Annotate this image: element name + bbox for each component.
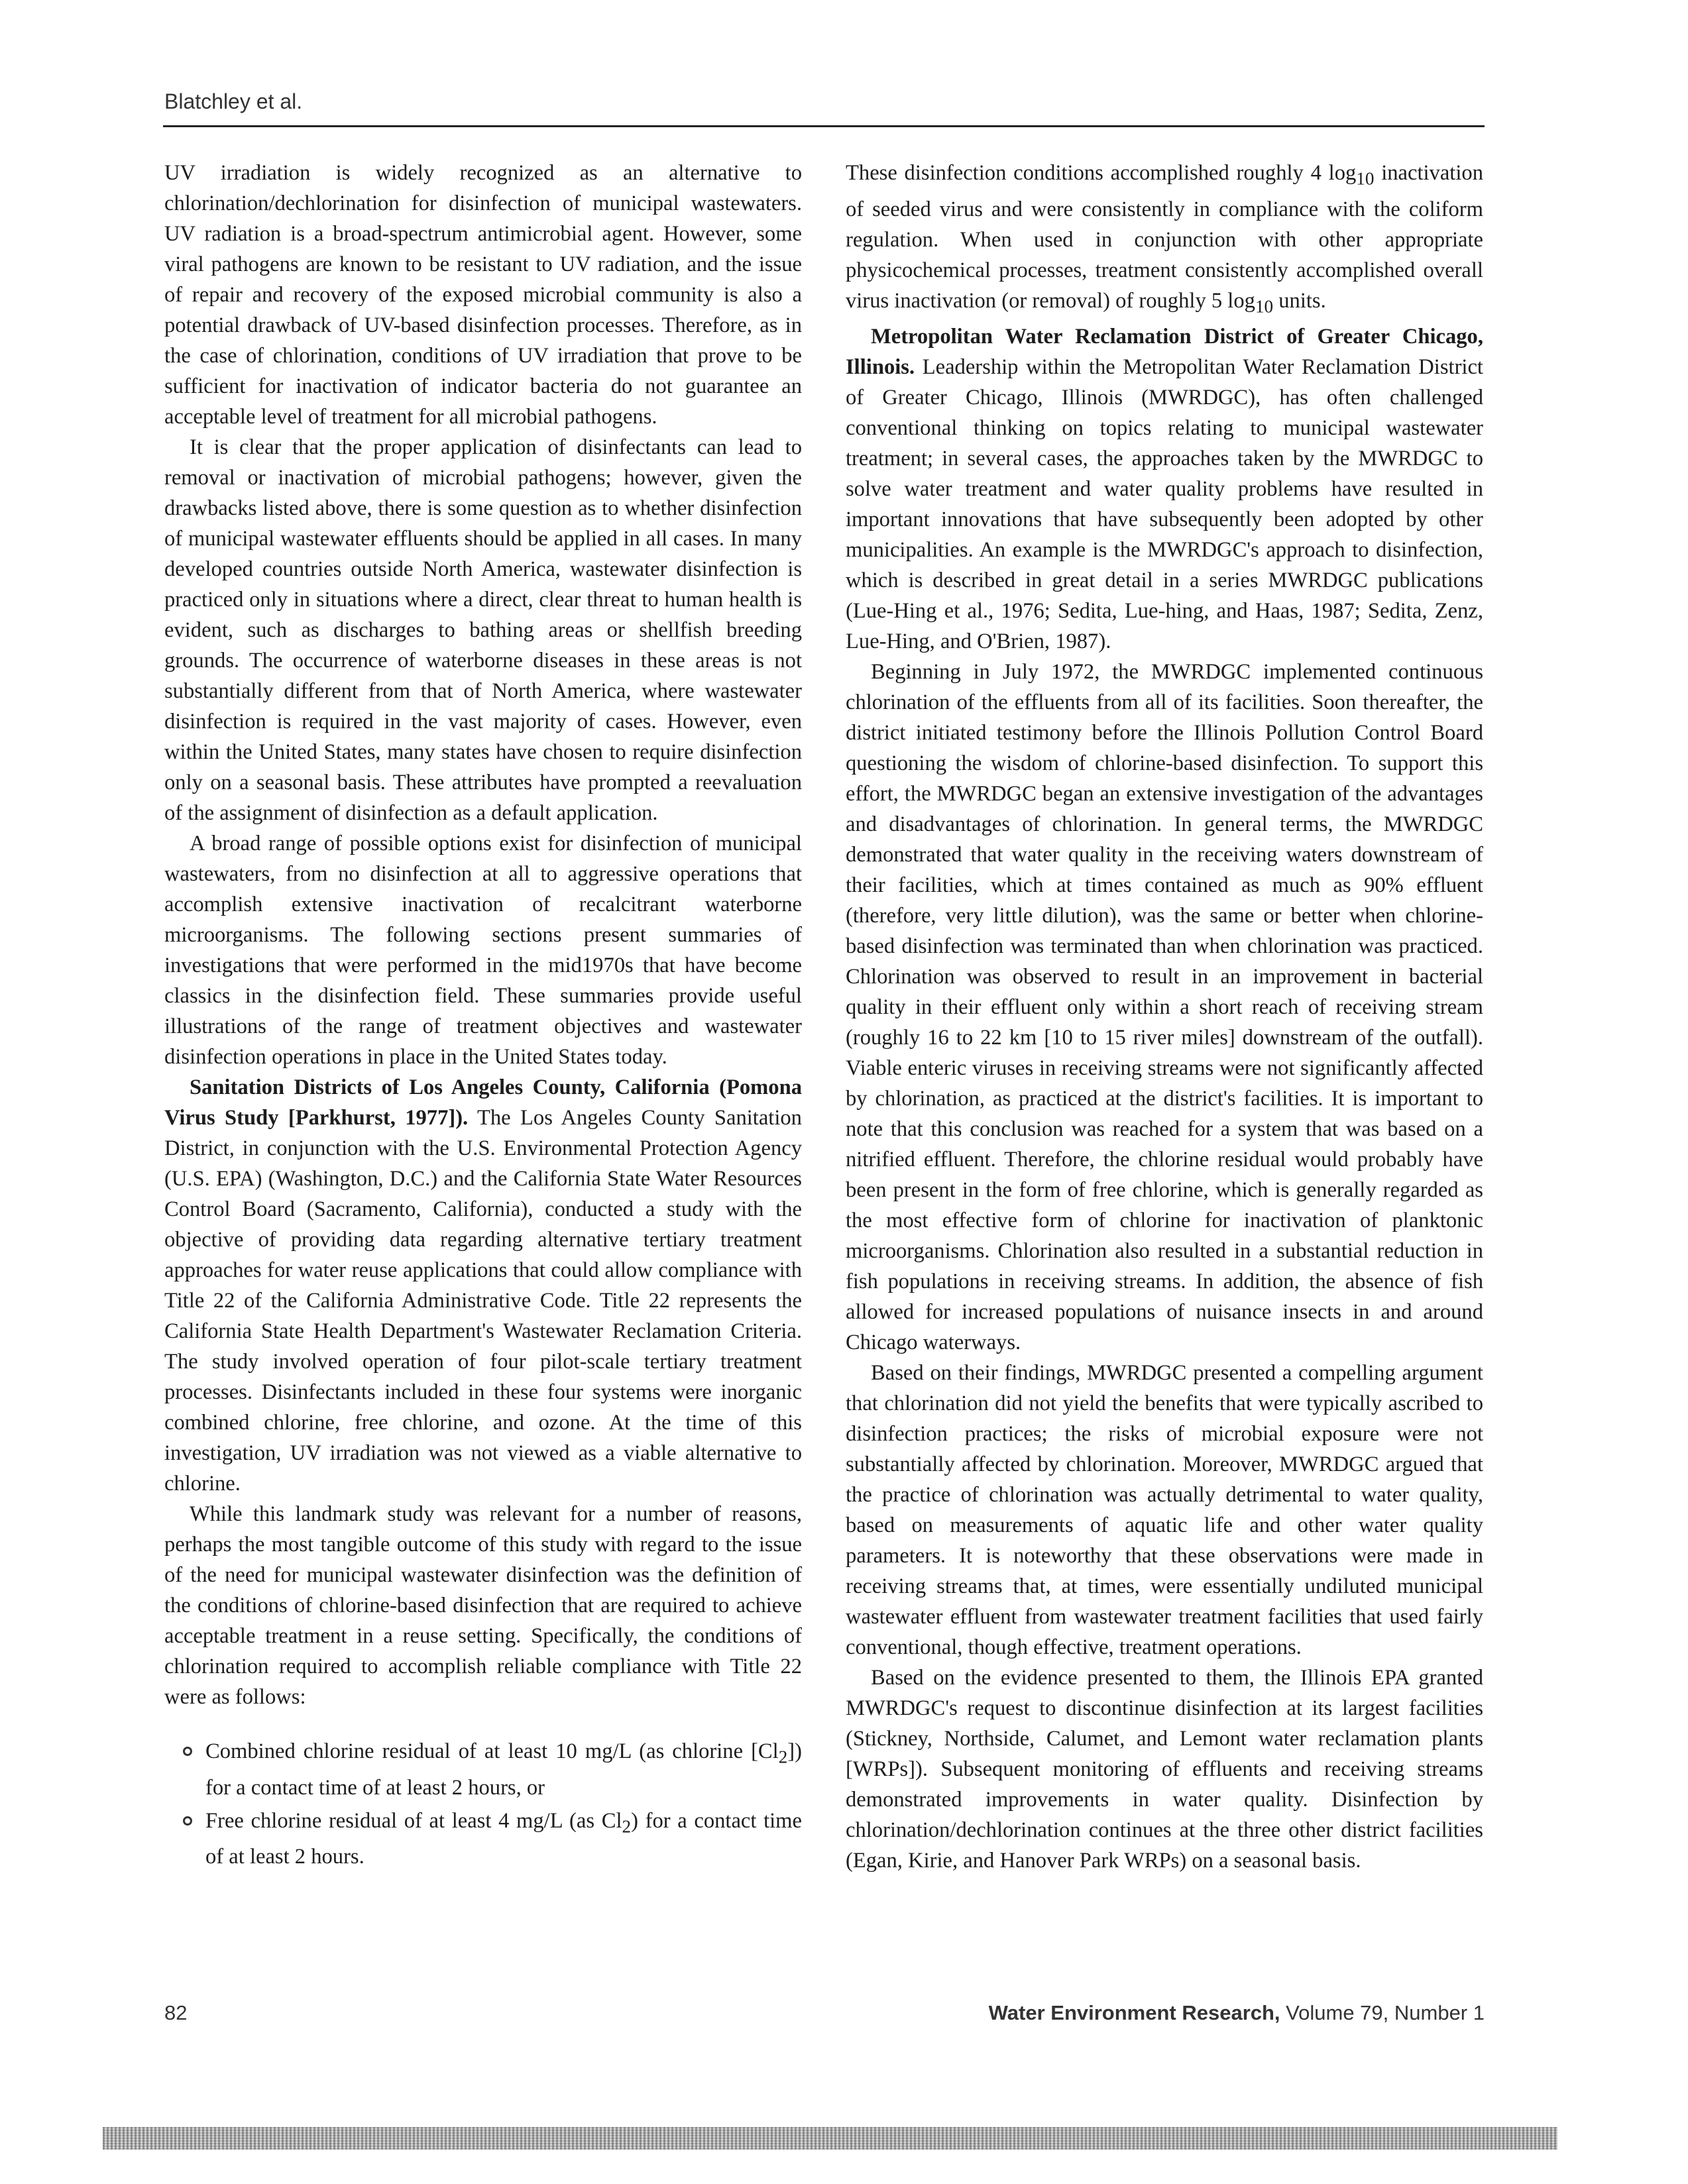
paragraph: Based on the evidence presented to them, the Illinois EPA granted MWRDGC's request to discontinue disinfection at its largest facilities (Stickney, Northside, Calumet, and Lemont water reclamation plants [WRPs]). Subsequent monitoring of effluents and receiving streams demonstrated improvements in water quality. Disinfection by chlorination/dechlorination continues at the three other district facilities (Egan, Kirie, and Hanover Park WRPs) on a seasonal basis. <box>846 1666 1483 1873</box>
paragraph: While this landmark study was relevant for a number of reasons, perhaps the most tangible outcome of this study with regard to the issue of the need for municipal wastewater disinfection was the definition of the conditions of chlorine-based disinfection that are required to achieve acceptable treatment in a reuse setting. Specifically, the conditions of chlorination required to accomplish reliable compliance with Title 22 were as follows: <box>164 1502 802 1709</box>
section-paragraph-chicago <box>846 321 1483 657</box>
running-head: Blatchley et al. <box>164 89 303 113</box>
journal-volume: Volume 79, Number 1 <box>1280 2001 1485 2024</box>
right-column <box>846 158 1483 1876</box>
paragraph: Beginning in July 1972, the MWRDGC implemented continuous chlorination of the effluents from all of its facilities. Soon thereafter, the district initiated testimony before the Illinois Pollution Control Board questioning the wisdom of chlorine-based disinfection. To support this effort, the MWRDGC began an extensive investigation of the advantages and disadvantages of chlorination. In general terms, the MWRDGC demonstrated that water quality in the receiving waters downstream of their facilities, which at times contained as much as 90% effluent (therefore, very little dilution), was the same or better when chlorine-based disinfection was terminated than when chlorination was practiced. Chlorination was observed to result in an improvement in bacterial quality in their effluent only within a short reach of receiving stream (roughly 16 to 22 km [10 to 15 river miles] downstream of the outfall). Viable enteric viruses in receiving streams were not significantly affected by chlorination, as practiced at the district's facilities. It is important to note that this conclusion was reached for a system that was based on a nitrified effluent. Therefore, the chlorine residual would probably have been present in the form of free chlorine, which is generally regarded as the most effective form of chlorine for inactivation of planktonic microorganisms. Chlorination also resulted in a substantial reduction in fish populations in receiving streams. In addition, the absence of fish allowed for increased populations of nuisance insects in and around Chicago waterways. <box>846 660 1483 1355</box>
paragraph: A broad range of possible options exist for disinfection of municipal wastewaters, from no disinfection at all to aggressive operations that accomplish extensive inactivation of recalcitrant waterborne microorganisms. The following sections present summaries of investigations that were performed in the mid1970s that have become classics in the disinfection field. These summaries provide useful illustrations of the range of treatment objectives and wastewater disinfection operations in place in the United States today. <box>164 832 802 1069</box>
conditions-list <box>164 1736 802 1872</box>
header-rule <box>163 125 1485 127</box>
page-number: 82 <box>164 2001 188 2024</box>
left-column <box>164 158 802 1875</box>
paragraph: It is clear that the proper application of disinfectants can lead to removal or inactivation of microbial pathogens; however, given the drawbacks listed above, there is some question as to whether disinfection of municipal wastewater effluents should be applied in all cases. In many developed countries outside North America, wastewater disinfection is practiced only in situations where a direct, clear threat to human health is evident, such as discharges to bathing areas or shellfish breeding grounds. The occurrence of waterborne diseases in these areas is not substantially different from that of North America, where wastewater disinfection is required in the vast majority of cases. However, even within the United States, many states have chosen to require disinfection only on a seasonal basis. These attributes have prompted a reevaluation of the assignment of disinfection as a default application. <box>164 435 802 825</box>
paragraph: UV irradiation is widely recognized as an alternative to chlorination/dechlorination for disinfection of municipal wastewaters. UV radiation is a broad-spectrum antimicrobial agent. However, some viral pathogens are known to be resistant to UV radiation, and the issue of repair and recovery of the exposed microbial community is also a potential drawback of UV-based disinfection processes. Therefore, as in the case of chlorination, conditions of UV irradiation that prove to be sufficient for inactivation of indicator bacteria do not guarantee an acceptable level of treatment for all microbial pathogens. <box>164 161 802 429</box>
section-paragraph-la <box>164 1072 802 1499</box>
paragraph: These disinfection conditions accomplished roughly 4 $\log_{10}$ inactivation of seeded virus and were consistently in compliance with the coliform regulation. When used in conjunction with other appropriate physicochemical processes, treatment consistently accomplished overall virus inactivation (or removal) of roughly 5 $\log_{10}$ units. <box>846 161 1483 317</box>
paragraph: Based on their findings, MWRDGC presented a compelling argument that chlorination did not yield the benefits that were typically ascribed to disinfection practices; the risks of microbial exposure were not substantially affected by chlorination. Moreover, MWRDGC argued that the practice of chlorination was actually detrimental to water quality, based on measurements of aquatic life and other water quality parameters. It is noteworthy that these observations were made in receiving streams that, at times, were essentially undiluted municipal wastewater effluent from wastewater treatment facilities that used fairly conventional, though effective, treatment operations. <box>846 1361 1483 1660</box>
list-item: Free chlorine residual of at least 4 mg/L (as $Cl_2$) for a contact time of at least 2 hours. <box>164 1806 802 1873</box>
list-item: Combined chlorine residual of at least 10 mg/L (as chlorine $[Cl_2]$) for a contact time of at least 2 hours, or <box>164 1736 802 1803</box>
journal-name: Water Environment Research, <box>988 2001 1280 2024</box>
journal-footer <box>989 2001 1485 2025</box>
section-heading-chicago: Metropolitan Water Reclamation District of Greater Chicago, Illinois. <box>846 325 1483 380</box>
scan-edge-strip <box>103 2127 1557 2150</box>
section-heading-la: Sanitation Districts of Los Angeles County, California (Pomona Virus Study [Parkhurst, 1977]). <box>164 1075 802 1130</box>
section-text-chicago: Leadership within the Metropolitan Water Reclamation District of Greater Chicago, Illinois (MWRDGC), has often challenged conventional thinking on topics relating to municipal wastewater treatment; in several cases, the approaches taken by the MWRDGC to solve water treatment and water quality problems have resulted in important innovations that have subsequently been adopted by other municipalities. An example is the MWRDGC's approach to disinfection, which is described in great detail in a series MWRDGC publications (Lue-Hing et al., 1976; Sedita, Lue-hing, and Haas, 1987; Sedita, Zenz, Lue-Hing, and O'Brien, 1987). <box>846 355 1483 654</box>
section-text-la: The Los Angeles County Sanitation District, in conjunction with the U.S. Environmental Protection Agency (U.S. EPA) (Washington, D.C.) and the California State Water Resources Control Board (Sacramento, California), conducted a study with the objective of providing data regarding alternative tertiary treatment approaches for water reuse applications that could allow compliance with Title 22 of the California Administrative Code. Title 22 represents the California State Health Department's Wastewater Reclamation Criteria. The study involved operation of four pilot-scale tertiary treatment processes. Disinfectants included in these four systems were inorganic combined chlorine, free chlorine, and ozone. At the time of this investigation, UV irradiation was not viewed as a viable alternative to chlorine. <box>164 1106 802 1496</box>
